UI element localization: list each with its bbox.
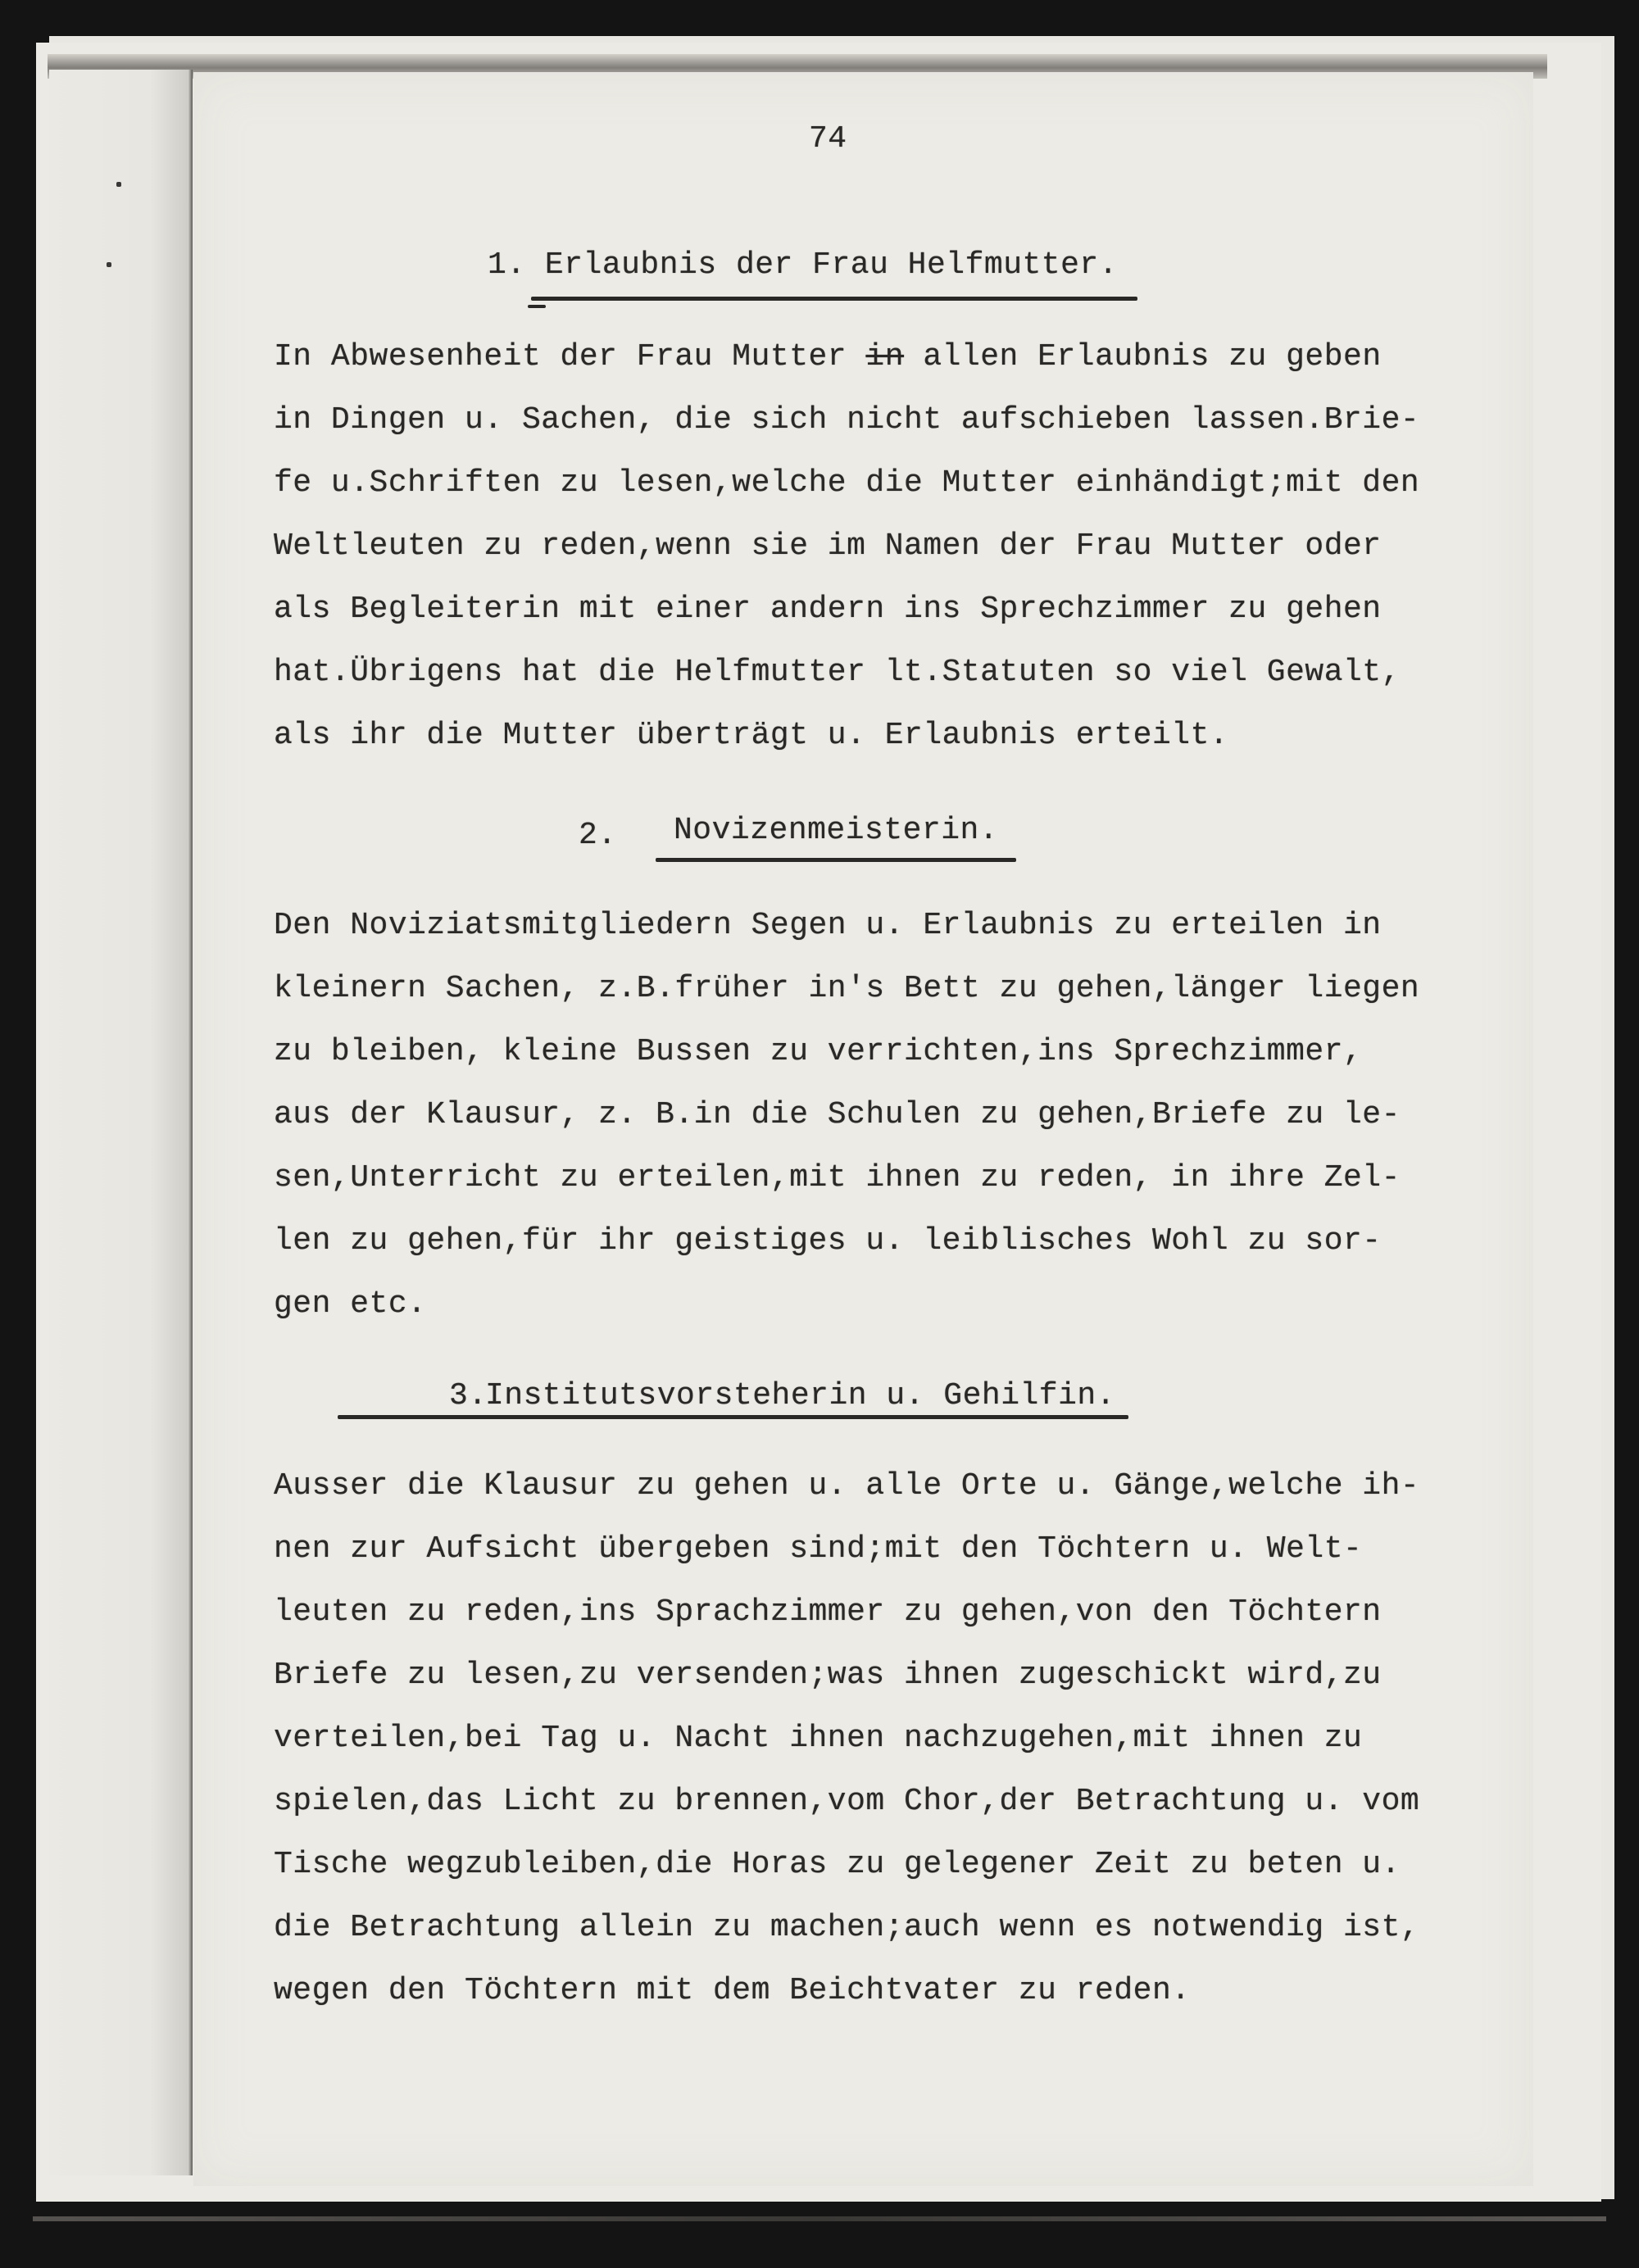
text-segment: In Abwesenheit der Frau Mutter [274,339,866,374]
section-2-line: Den Noviziatsmitgliedern Segen u. Erlaubnis zu erteilen in [274,908,1382,943]
section-3-line: wegen den Töchtern mit dem Beichtvater zu reden. [274,1973,1191,2008]
section-2-heading-number: 2. [579,818,617,853]
section-1-line: als ihr die Mutter überträgt u. Erlaubnis erteilt. [274,718,1229,753]
section-1-line [274,339,1382,374]
section-3-line: nen zur Aufsicht übergeben sind;mit den Töchtern u. Welt- [274,1531,1363,1567]
section-2-line: kleinern Sachen, z.B.früher in's Bett zu gehen,länger liegen [274,971,1420,1006]
section-1-heading-underline [531,297,1137,301]
section-2-line: sen,Unterricht zu erteilen,mit ihnen zu reden, in ihre Zel- [274,1160,1401,1195]
section-3-line: spielen,das Licht zu brennen,vom Chor,der Betrachtung u. vom [274,1784,1420,1819]
punch-mark [116,182,121,187]
section-3-line: verteilen,bei Tag u. Nacht ihnen nachzugehen,mit ihnen zu [274,1721,1363,1756]
struck-out-word: in [865,339,905,374]
paper-bottom-edge [33,2216,1606,2221]
section-2-line: zu bleiben, kleine Bussen zu verrichten,ins Sprechzimmer, [274,1034,1363,1069]
section-1-line: Weltleuten zu reden,wenn sie im Namen der Frau Mutter oder [274,528,1382,564]
section-1-heading: 1. Erlaubnis der Frau Helfmutter. [488,247,1119,283]
section-3-line: die Betrachtung allein zu machen;auch wenn es notwendig ist, [274,1910,1420,1945]
text-segment: allen Erlaubnis zu geben [904,339,1382,374]
section-2-line: len zu gehen,für ihr geistiges u. leiblisches Wohl zu sor- [274,1223,1382,1259]
section-2-heading: Novizenmeisterin. [674,813,999,848]
section-1-line: fe u.Schriften zu lesen,welche die Mutter einhändigt;mit den [274,465,1420,501]
section-3-heading-underline [338,1415,1128,1419]
page-number: 74 [809,121,847,156]
section-1-line: in Dingen u. Sachen, die sich nicht aufschieben lassen.Brie- [274,402,1420,438]
section-2-heading-underline [656,858,1016,862]
binding-margin-strip [49,70,193,2175]
section-3-line: Tische wegzubleiben,die Horas zu gelegener Zeit zu beten u. [274,1847,1401,1882]
section-3-heading-number: 3. [449,1378,488,1413]
section-3-line: Ausser die Klausur zu gehen u. alle Orte u. Gänge,welche ih- [274,1468,1420,1504]
section-1-line: hat.Übrigens hat die Helfmutter lt.Statuten so viel Gewalt, [274,655,1401,690]
section-3-line: Briefe zu lesen,zu versenden;was ihnen zugeschickt wird,zu [274,1658,1382,1693]
section-3-heading: Institutsvorsteherin u. Gehilfin. [485,1378,1116,1413]
section-3-line: leuten zu reden,ins Sprachzimmer zu gehen,von den Töchtern [274,1594,1382,1630]
section-2-line: aus der Klausur, z. B.in die Schulen zu gehen,Briefe zu le- [274,1097,1401,1132]
punch-mark [107,262,111,267]
section-1-heading-underline-mark [528,305,546,308]
section-1-line: als Begleiterin mit einer andern ins Sprechzimmer zu gehen [274,592,1382,627]
section-2-line: gen etc. [274,1286,427,1322]
